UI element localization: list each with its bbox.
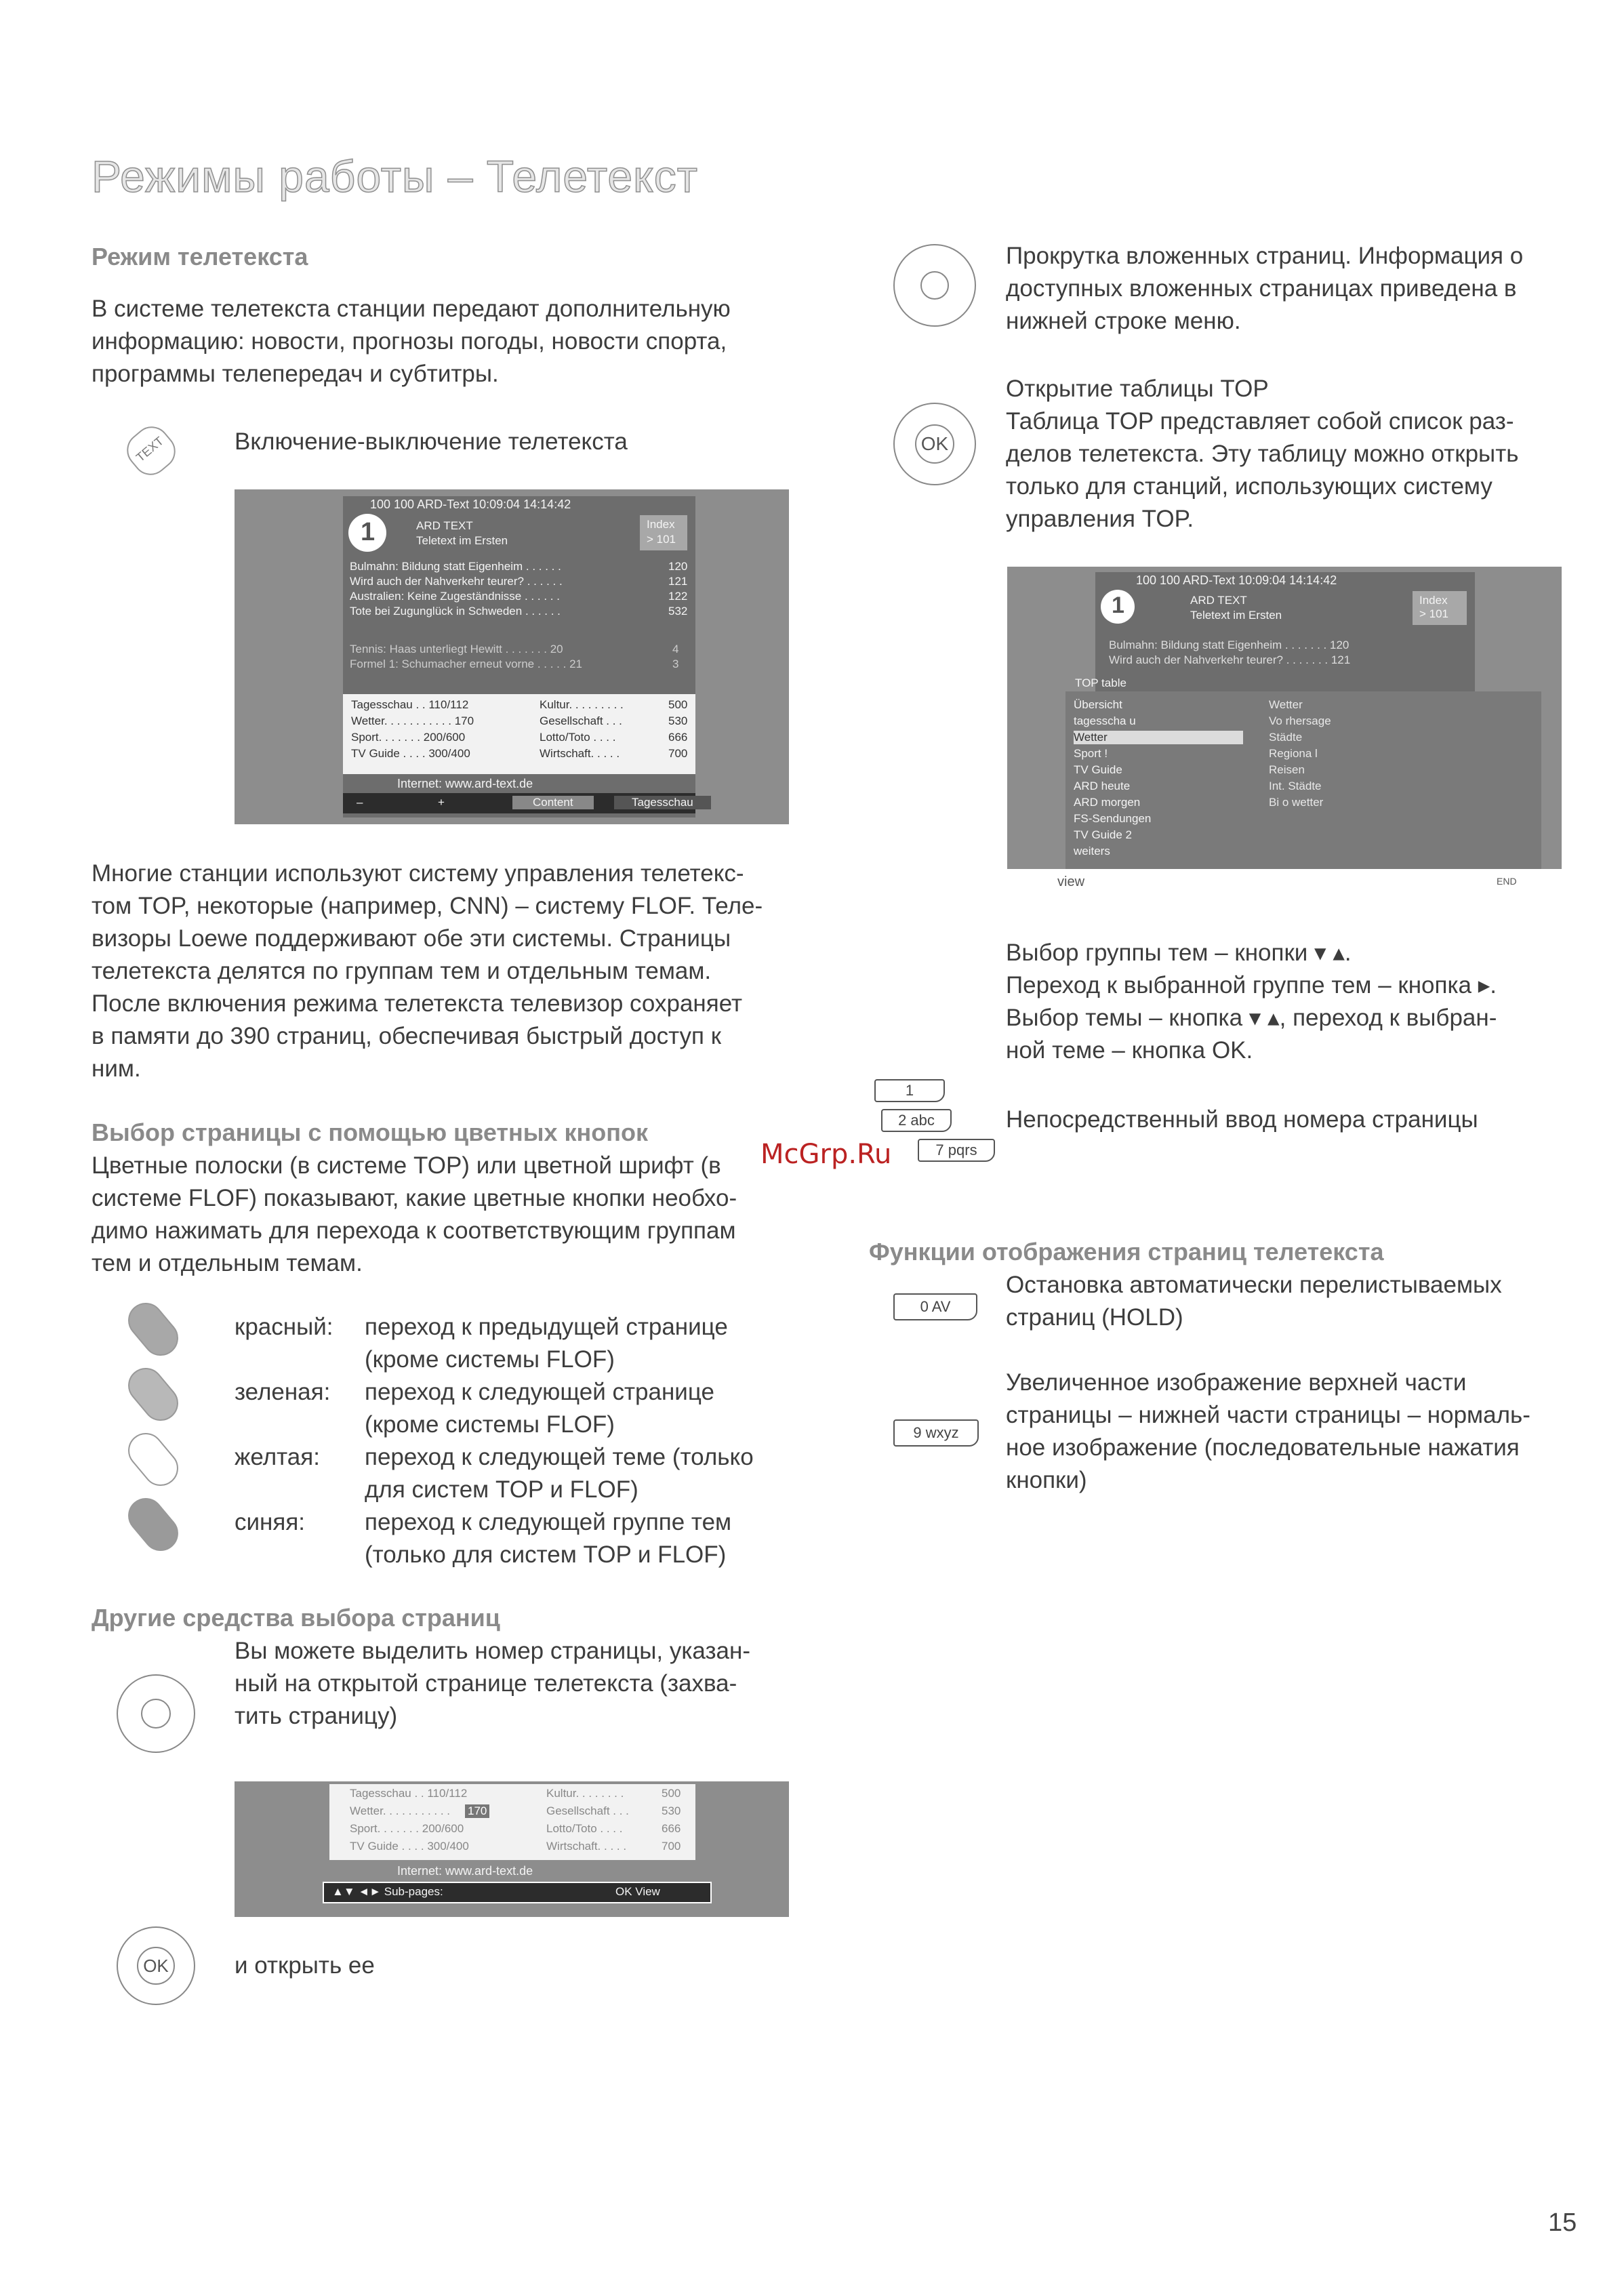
index-row-left: Sport. . . . . . . 200/600: [350, 1822, 464, 1835]
bar-red: –: [357, 796, 363, 809]
scroll-pad-icon: [893, 244, 976, 327]
index-box: [640, 515, 687, 550]
teletext-screenshot-subpages: [235, 1781, 789, 1917]
news-item-2: Bulmahn: Bildung statt Eigenheim . . . . . . . 120: [1109, 639, 1349, 651]
news-item: Wird auch der Nahverkehr teurer? . . . . . .: [350, 575, 563, 588]
brand-subtitle: Teletext im Ersten: [416, 534, 508, 547]
top-group-item: FS-Sendungen: [1074, 812, 1152, 825]
bar-blue: Tagesschau: [614, 796, 711, 809]
index-row-right: Kultur. . . . . . . .: [546, 1787, 624, 1800]
index-row-page: 666: [668, 731, 688, 744]
bar-green: +: [438, 796, 445, 809]
teletext-screenshot-main: [235, 489, 789, 824]
ok-outer-icon: [117, 1926, 195, 2005]
top-table-label: TOP table: [1075, 676, 1126, 689]
index-row-page: 700: [668, 747, 688, 760]
page-number: 15: [1548, 2208, 1577, 2237]
view-label: OK View: [615, 1885, 660, 1898]
index-row-left: TV Guide . . . . 300/400: [350, 1840, 469, 1853]
navigation-paragraph: Выбор группы тем – кнопки ▾ ▴. Переход к выбранной группе тем – кнопка ▸. Выбор темы – кнопка ▾ ▴, переход к выбран- ной теме – кнопка OK.: [1006, 940, 1497, 1064]
text-button-icon: [120, 420, 183, 483]
ok-button-icon: OK: [137, 1947, 175, 1985]
color-name: зеленая:: [235, 1379, 331, 1405]
index-row-page: 530: [662, 1804, 681, 1817]
index-table: [343, 694, 695, 774]
color-button-icon: [121, 1491, 185, 1558]
index-label: Index: [647, 518, 675, 531]
index-row-right: Gesellschaft . . .: [540, 714, 622, 727]
top-topic-item: Bi o wetter: [1269, 796, 1324, 809]
top-group-item: ARD morgen: [1074, 796, 1141, 809]
news-page: 122: [668, 590, 688, 603]
news-page: 121: [668, 575, 688, 588]
top-table-panel: [1065, 691, 1541, 869]
color-desc-line2: (кроме системы FLOF): [365, 1411, 615, 1438]
top-footer-end: END: [1497, 876, 1517, 887]
sport-page: 4: [672, 643, 679, 655]
color-paragraph: Цветные полоски (в системе TOP) или цветной шрифт (в системе FLOF) показывают, какие цветные кнопки необхо- димо нажимать для перехода к соответствующим группам тем и отдельным темам.: [92, 1152, 737, 1276]
page-title: Режимы работы – Телетекст: [92, 151, 698, 201]
key-7-pqrs: 7 pqrs: [918, 1139, 995, 1162]
top-group-item: Wetter: [1074, 731, 1243, 744]
hold-paragraph: Остановка автоматически перелистываемых страниц (HOLD): [1006, 1272, 1502, 1331]
top-heading: Открытие таблицы TOP: [1006, 376, 1269, 402]
top-group-item: tagesscha u: [1074, 714, 1136, 727]
index-row-page: 530: [668, 714, 688, 727]
key-2-abc: 2 abc: [881, 1109, 952, 1132]
news-item: Tote bei Zugunglück in Schweden . . . . . .: [350, 605, 561, 618]
top-group-item: TV Guide: [1074, 763, 1122, 776]
top-footer-view: view: [1057, 874, 1085, 889]
section-heading-teletext: Режим телетекста: [92, 243, 308, 270]
bar-yellow: Content: [512, 796, 594, 809]
news-item: Bulmahn: Bildung statt Eigenheim . . . . . .: [350, 560, 561, 573]
index-row-page: 666: [662, 1822, 681, 1835]
subpages-label: ▲▼ ◄► Sub-pages:: [332, 1885, 443, 1898]
ok-center-icon: [141, 1699, 171, 1729]
index-row-right: Wirtschaft. . . . .: [540, 747, 620, 760]
other-paragraph: Вы можете выделить номер страницы, указан- ный на открытой странице телетекста (захва- тить страницу): [235, 1638, 750, 1729]
color-desc-line2: (только для систем TOP и FLOF): [365, 1541, 727, 1568]
index-page-2: > 101: [1419, 607, 1449, 620]
ard-logo: 1: [348, 514, 386, 552]
ard-logo-2: 1: [1101, 590, 1135, 624]
index-row-left: Wetter. . . . . . . . . . .: [350, 1804, 451, 1817]
color-desc-line2: для систем TOP и FLOF): [365, 1476, 638, 1503]
internet-line: Internet: www.ard-text.de: [397, 777, 533, 790]
index-row-left: Tagesschau . . 110/112: [351, 698, 469, 711]
selected-page: 170: [465, 1804, 489, 1818]
index-row-left: TV Guide . . . . 300/400: [351, 747, 470, 760]
key-1: 1: [874, 1079, 945, 1102]
color-desc-line1: переход к следующей теме (только: [365, 1444, 754, 1470]
color-desc-line1: переход к следующей группе тем: [365, 1509, 732, 1535]
key-9-wxyz: 9 wxyz: [893, 1419, 979, 1447]
fastext-bar: [343, 793, 695, 813]
key-0-av: 0 AV: [893, 1293, 977, 1320]
color-desc-line1: переход к следующей странице: [365, 1379, 714, 1405]
index-row-right: Lotto/Toto . . . .: [540, 731, 616, 744]
index-row-page: 700: [662, 1840, 681, 1853]
news-item: Australien: Keine Zugeständnisse . . . . . .: [350, 590, 560, 603]
brand-title-2: ARD TEXT: [1190, 594, 1247, 607]
index-row-right: Kultur. . . . . . . . .: [540, 698, 624, 711]
direct-input-text: Непосредственный ввод номера страницы: [1006, 1106, 1478, 1133]
open-text: и открыть ее: [235, 1952, 375, 1979]
section-heading-other: Другие средства выбора страниц: [92, 1604, 500, 1632]
index-row-page: 500: [662, 1787, 681, 1800]
index-row-right: Gesellschaft . . .: [546, 1804, 629, 1817]
color-name: желтая:: [235, 1444, 320, 1470]
sport-item: Tennis: Haas unterliegt Hewitt . . . . . . . 20: [350, 643, 563, 655]
intro-paragraph: В системе телетекста станции передают дополнительную информацию: новости, прогнозы погоды, новости спорта, программы телепередач и субтитры.: [92, 296, 731, 387]
text-button-label: TEXT: [134, 434, 167, 465]
news-item-2: Wird auch der Nahverkehr teurer? . . . . . . . 121: [1109, 653, 1351, 666]
sport-item: Formel 1: Schumacher erneut vorne . . . . . 21: [350, 658, 582, 670]
top-topic-item: Wetter: [1269, 698, 1303, 711]
color-desc-line2: (кроме системы FLOF): [365, 1346, 615, 1373]
color-button-icon: [121, 1426, 185, 1493]
color-button-icon: [121, 1360, 185, 1428]
watermark: McGrp.Ru: [760, 1139, 892, 1170]
sport-page: 3: [672, 658, 679, 670]
index-table-selected: [329, 1784, 695, 1860]
section-heading-color: Выбор страницы с помощью цветных кнопок: [92, 1118, 649, 1146]
top-group-item: weiters: [1074, 845, 1110, 857]
functions-heading: Функции отображения страниц телетекста: [869, 1238, 1384, 1266]
top-group-item: Übersicht: [1074, 698, 1122, 711]
brand-title: ARD TEXT: [416, 519, 473, 532]
scroll-paragraph: Прокрутка вложенных страниц. Информация о доступных вложенных страницах приведена в нижней строке меню.: [1006, 243, 1524, 334]
top-topic-item: Reisen: [1269, 763, 1305, 776]
ok-button-top-icon: OK: [915, 424, 954, 464]
index-row-left: Tagesschau . . 110/112: [350, 1787, 468, 1800]
top-topic-item: Vo rhersage: [1269, 714, 1331, 727]
toggle-teletext-text: Включение-выключение телетекста: [235, 428, 628, 455]
top-group-item: Sport !: [1074, 747, 1108, 760]
news-page: 532: [668, 605, 688, 618]
teletext-header-2: 100 100 ARD-Text 10:09:04 14:14:42: [1136, 573, 1337, 587]
top-topic-item: Städte: [1269, 731, 1303, 744]
color-name: красный:: [235, 1314, 333, 1340]
color-desc-line1: переход к предыдущей странице: [365, 1314, 728, 1340]
top-group-item: TV Guide 2: [1074, 828, 1132, 841]
ok-center-small-icon: [920, 271, 949, 300]
news-page: 120: [668, 560, 688, 573]
index-box-2: [1413, 591, 1467, 625]
top-topic-item: Regiona l: [1269, 747, 1318, 760]
top-paragraph: Таблица TOP представляет собой список раз- делов телетекста. Эту таблицу можно открыть только для станций, использующих систему управления TOP.: [1006, 408, 1519, 532]
teletext-screenshot-top: [1007, 567, 1562, 869]
top-group-item: ARD heute: [1074, 780, 1131, 792]
index-row-right: Wirtschaft. . . . .: [546, 1840, 627, 1853]
ok-pad-icon: [893, 403, 976, 485]
zoom-paragraph: Увеличенное изображение верхней части страницы – нижней части страницы – нормаль- ное изображение (последовательные нажатия кнопки): [1006, 1369, 1530, 1493]
teletext-header: 100 100 ARD-Text 10:09:04 14:14:42: [370, 498, 571, 511]
subpage-bar: [323, 1882, 712, 1903]
index-row-left: Wetter. . . . . . . . . . . 170: [351, 714, 474, 727]
color-name: синяя:: [235, 1509, 306, 1535]
brand-subtitle-2: Teletext im Ersten: [1190, 609, 1282, 622]
color-button-icon: [121, 1295, 185, 1362]
index-row-left: Sport. . . . . . . 200/600: [351, 731, 466, 744]
top-topic-item: Int. Städte: [1269, 780, 1322, 792]
index-row-right: Lotto/Toto . . . .: [546, 1822, 623, 1835]
index-row-page: 500: [668, 698, 688, 711]
index-label-2: Index: [1419, 594, 1448, 607]
index-page: > 101: [647, 533, 676, 546]
navigation-pad-icon: [117, 1674, 195, 1753]
internet-line-3: Internet: www.ard-text.de: [397, 1864, 533, 1878]
systems-paragraph: Многие станции используют систему управления телетекс- том TOP, некоторые (например, CNN) – систему FLOF. Теле- визоры Loewe поддерживают обе эти системы. Страницы телетекста делятся по группам тем и отдельным темам. После включения режима телетекста телевизор сохраняет в памяти до 390 страниц, обеспечивая быстрый доступ к ним.: [92, 860, 763, 1082]
